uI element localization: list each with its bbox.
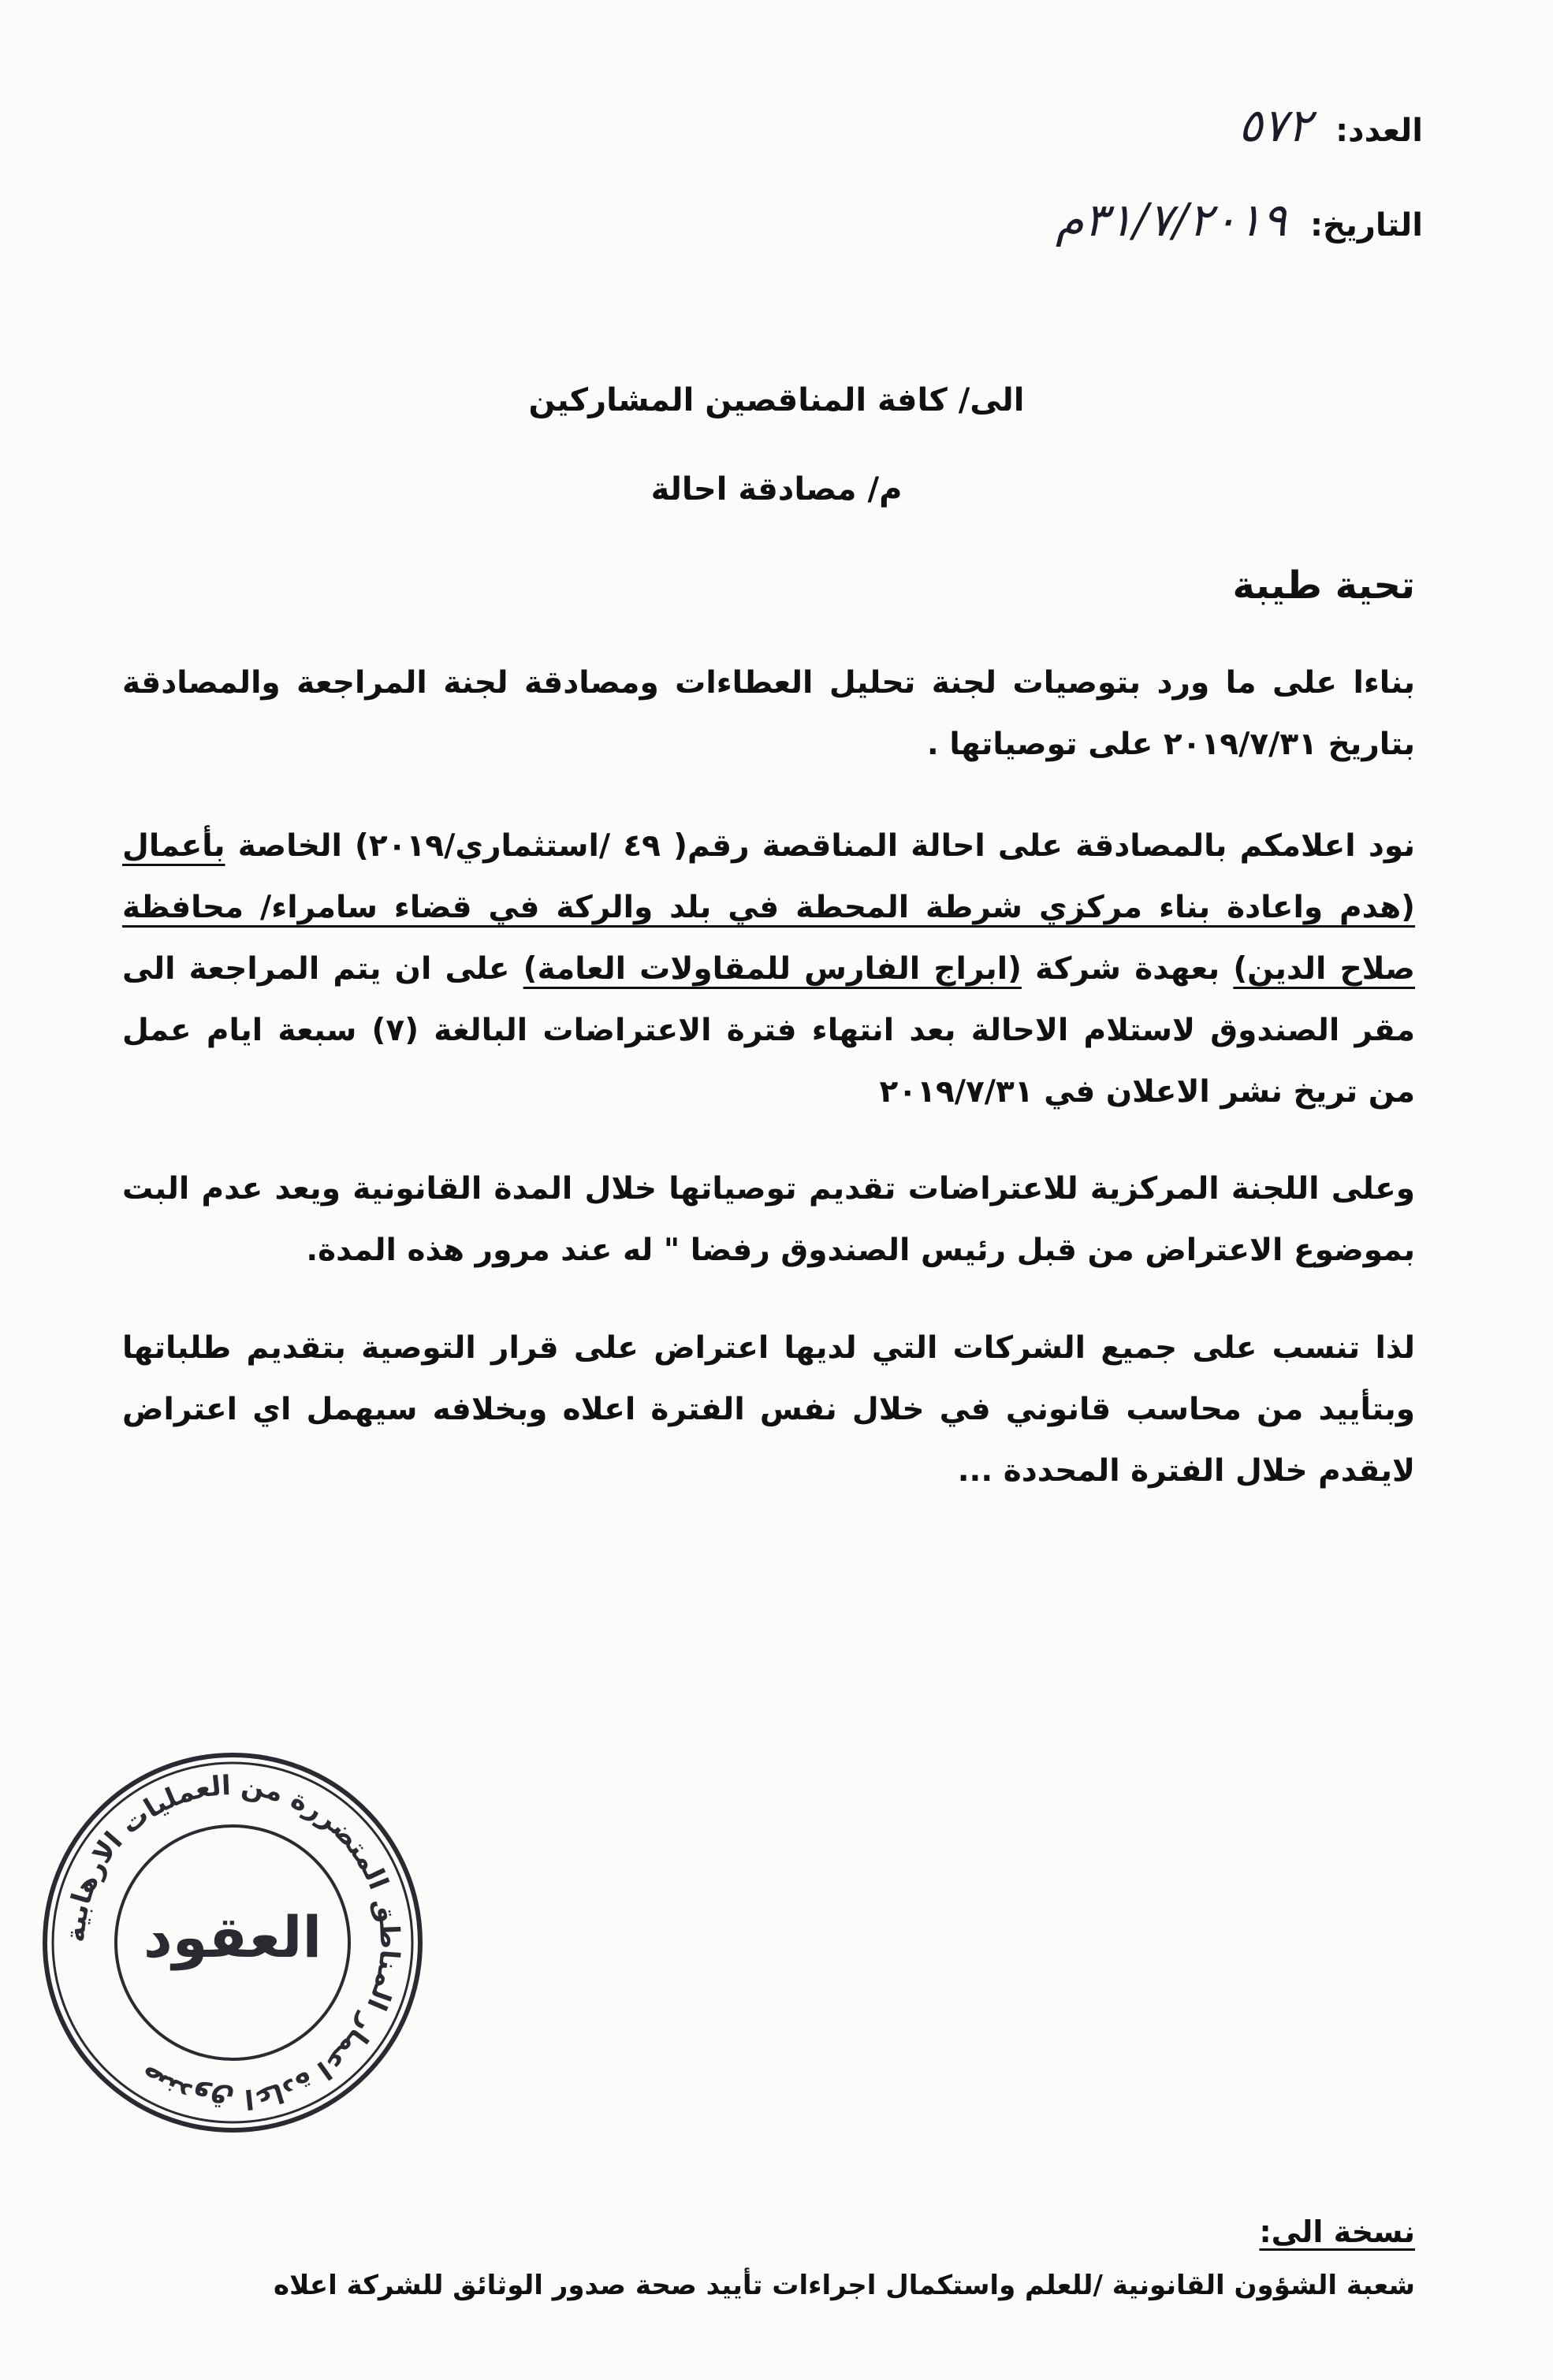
paragraph-1-text: بناءا على ما ورد بتوصيات لجنة تحليل العطاءات ومصادقة لجنة المراجعة والمصادقة بتاريخ ٢٠١٩/٧/٣١ على توصياتها .: [122, 665, 1415, 762]
paragraph-3-text: وعلى اللجنة المركزية للاعتراضات تقديم توصياتها خلال المدة القانونية ويعد عدم البت بموضوع الاعتراض من قبل رئيس الصندوق رفضا " له عند مرور هذه المدة.: [122, 1171, 1415, 1268]
date-value: ٣١/٧/٢٠١٩م: [1055, 193, 1287, 247]
company-name-underlined: (ابراج الفارس للمقاولات العامة): [523, 951, 1022, 987]
body-paragraph-2: [122, 816, 1415, 1123]
official-stamp: [35, 1746, 430, 2140]
body-paragraph-3: [122, 1158, 1415, 1281]
copy-to-recipient: شعبة الشؤون القانونية /للعلم واستكمال اجراءات تأييد صحة صدور الوثائق للشركة اعلاه: [274, 2270, 1415, 2301]
paragraph-2-part-a: نود اعلامكم بالمصادقة على احالة المناقصة رقم( ٤٩ /استثماري/٢٠١٩) الخاصة: [225, 828, 1415, 864]
paragraph-2-text: [122, 816, 1415, 1123]
reference-number-row: [1238, 99, 1423, 152]
project-description-underlined: بأعمال (هدم واعادة بناء مركزي شرطة المحطة في بلد والركة في قضاء سامراء/ محافظة صلاح الدين): [122, 828, 1415, 987]
number-value: ٥٧٢: [1238, 99, 1313, 152]
number-label: العدد:: [1335, 113, 1423, 149]
greeting: تحية طيبة: [1232, 563, 1415, 608]
date-label: التاريخ:: [1310, 207, 1423, 244]
subject-line: م/ مصادقة احالة: [650, 471, 903, 508]
paragraph-2-part-c: على ان يتم المراجعة الى مقر الصندوق لاستلام الاحالة بعد انتهاء فترة الاعتراضات البالغة (٧) سبعة ايام عمل من تريخ نشر الاعلان في ٢٠١٩/٧/٣١: [122, 951, 1415, 1110]
stamp-outer-text: صندوق اعادة اعمار المناطق المتضررة من العمليات الارهابية: [59, 1769, 406, 2116]
paragraph-2-part-b: بعهدة شركة: [1021, 951, 1234, 987]
addressee: الى/ كافة المناقصين المشاركين: [528, 382, 1025, 418]
body-paragraph-4: [122, 1318, 1415, 1502]
copy-to-label: نسخة الى:: [1259, 2215, 1415, 2249]
paragraph-4-text: لذا تنسب على جميع الشركات التي لديها اعتراض على قرار التوصية بتقديم طلباتها وبتأييد من محاسب قانوني في خلال نفس الفترة اعلاه وبخلافه سيهمل اي اعتراض لايقدم خلال الفترة المحددة ...: [122, 1330, 1415, 1489]
date-row: [1056, 193, 1423, 247]
body-paragraph-1: [122, 653, 1415, 775]
stamp-center-text: العقود: [143, 1904, 322, 1970]
